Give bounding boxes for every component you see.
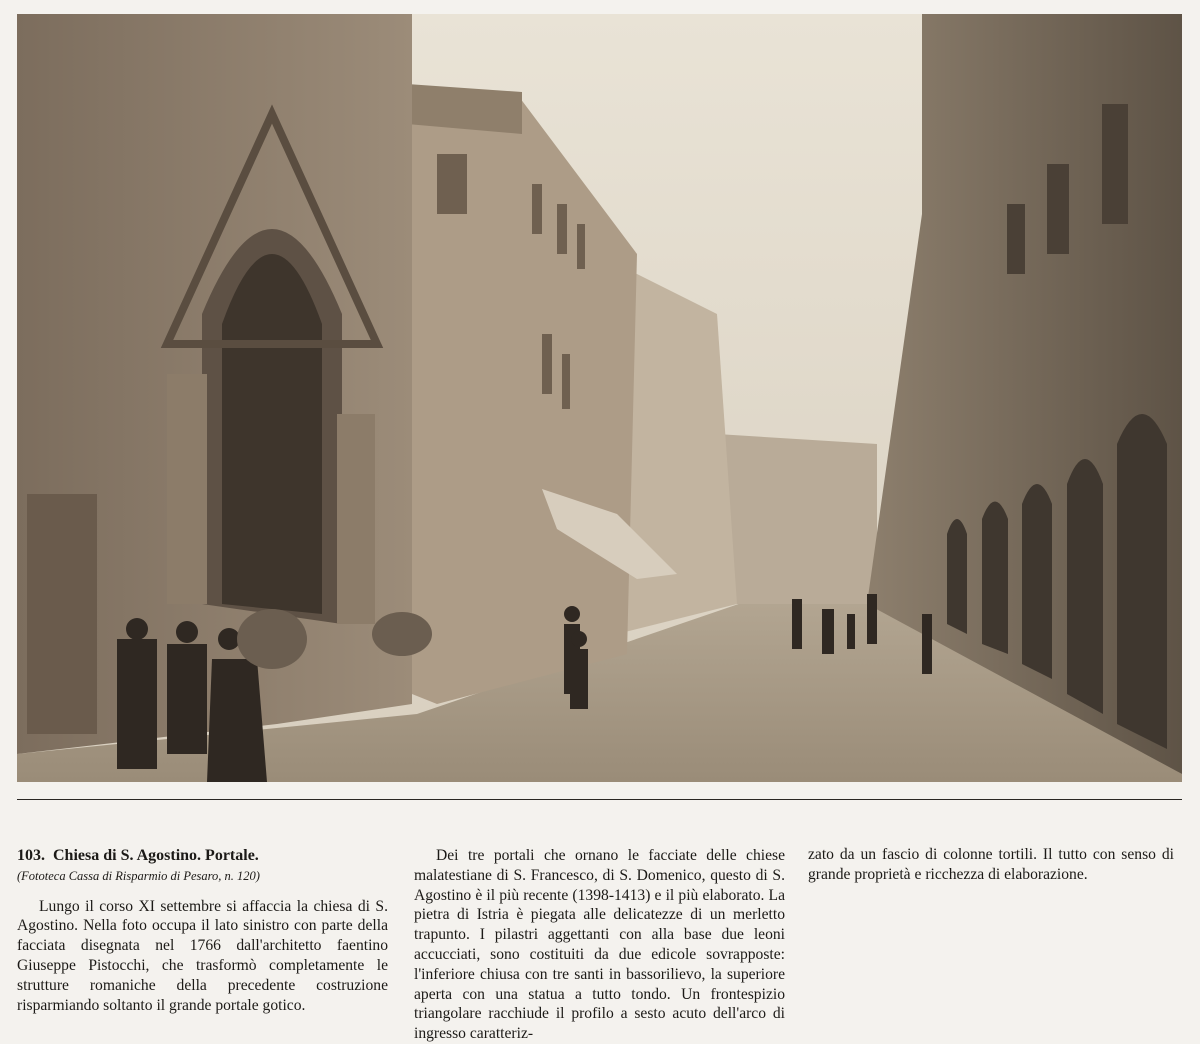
text-column-1: [17, 846, 388, 1015]
text-column-3: [808, 845, 1174, 885]
caption-title: [17, 846, 388, 866]
paragraph: zato da un fascio di colonne tortili. Il tutto con senso di grande proprietà e ricchezza di elaborazione.: [808, 846, 1174, 883]
caption-number: 103.: [17, 847, 45, 864]
paragraph: Dei tre portali che ornano le facciate delle chiese malatestiane di S. Francesco, di S. Domenico, questo di S. Agostino è il più recente (1398-1413) e il più elaborato. La pietra di Istria è piegata alle delicatezze di un merletto trapunto. I pilastri aggettanti con alla base due leoni accucciati, sono costituiti da due edicole sovrapposte: l'inferiore chiusa con tre santi in bassorilievo, la superiore aperta con una statua a tutto tondo. Un frontespizio triangolare racchiude il profilo a sesto acuto dell'arco di ingresso caratteriz-: [414, 847, 785, 1043]
street-photograph: [17, 14, 1182, 782]
paragraph: Lungo il corso XI settembre si affaccia la chiesa di S. Agostino. Nella foto occupa il lato sinistro con parte della facciata disegnata nel 1766 dall'architetto faentino Giuseppe Pistocchi, che trasformò completamente le strutture romaniche della precedente costruzione risparmiando soltanto il grande portale gotico.: [17, 897, 388, 1014]
caption-source: (Fototeca Cassa di Risparmio di Pesaro, n. 120): [17, 868, 260, 883]
text-column-2: [414, 846, 785, 1044]
caption-title-text: Chiesa di S. Agostino. Portale.: [53, 847, 259, 864]
horizontal-divider: [17, 799, 1182, 800]
street-photo-icon: [17, 14, 1182, 782]
